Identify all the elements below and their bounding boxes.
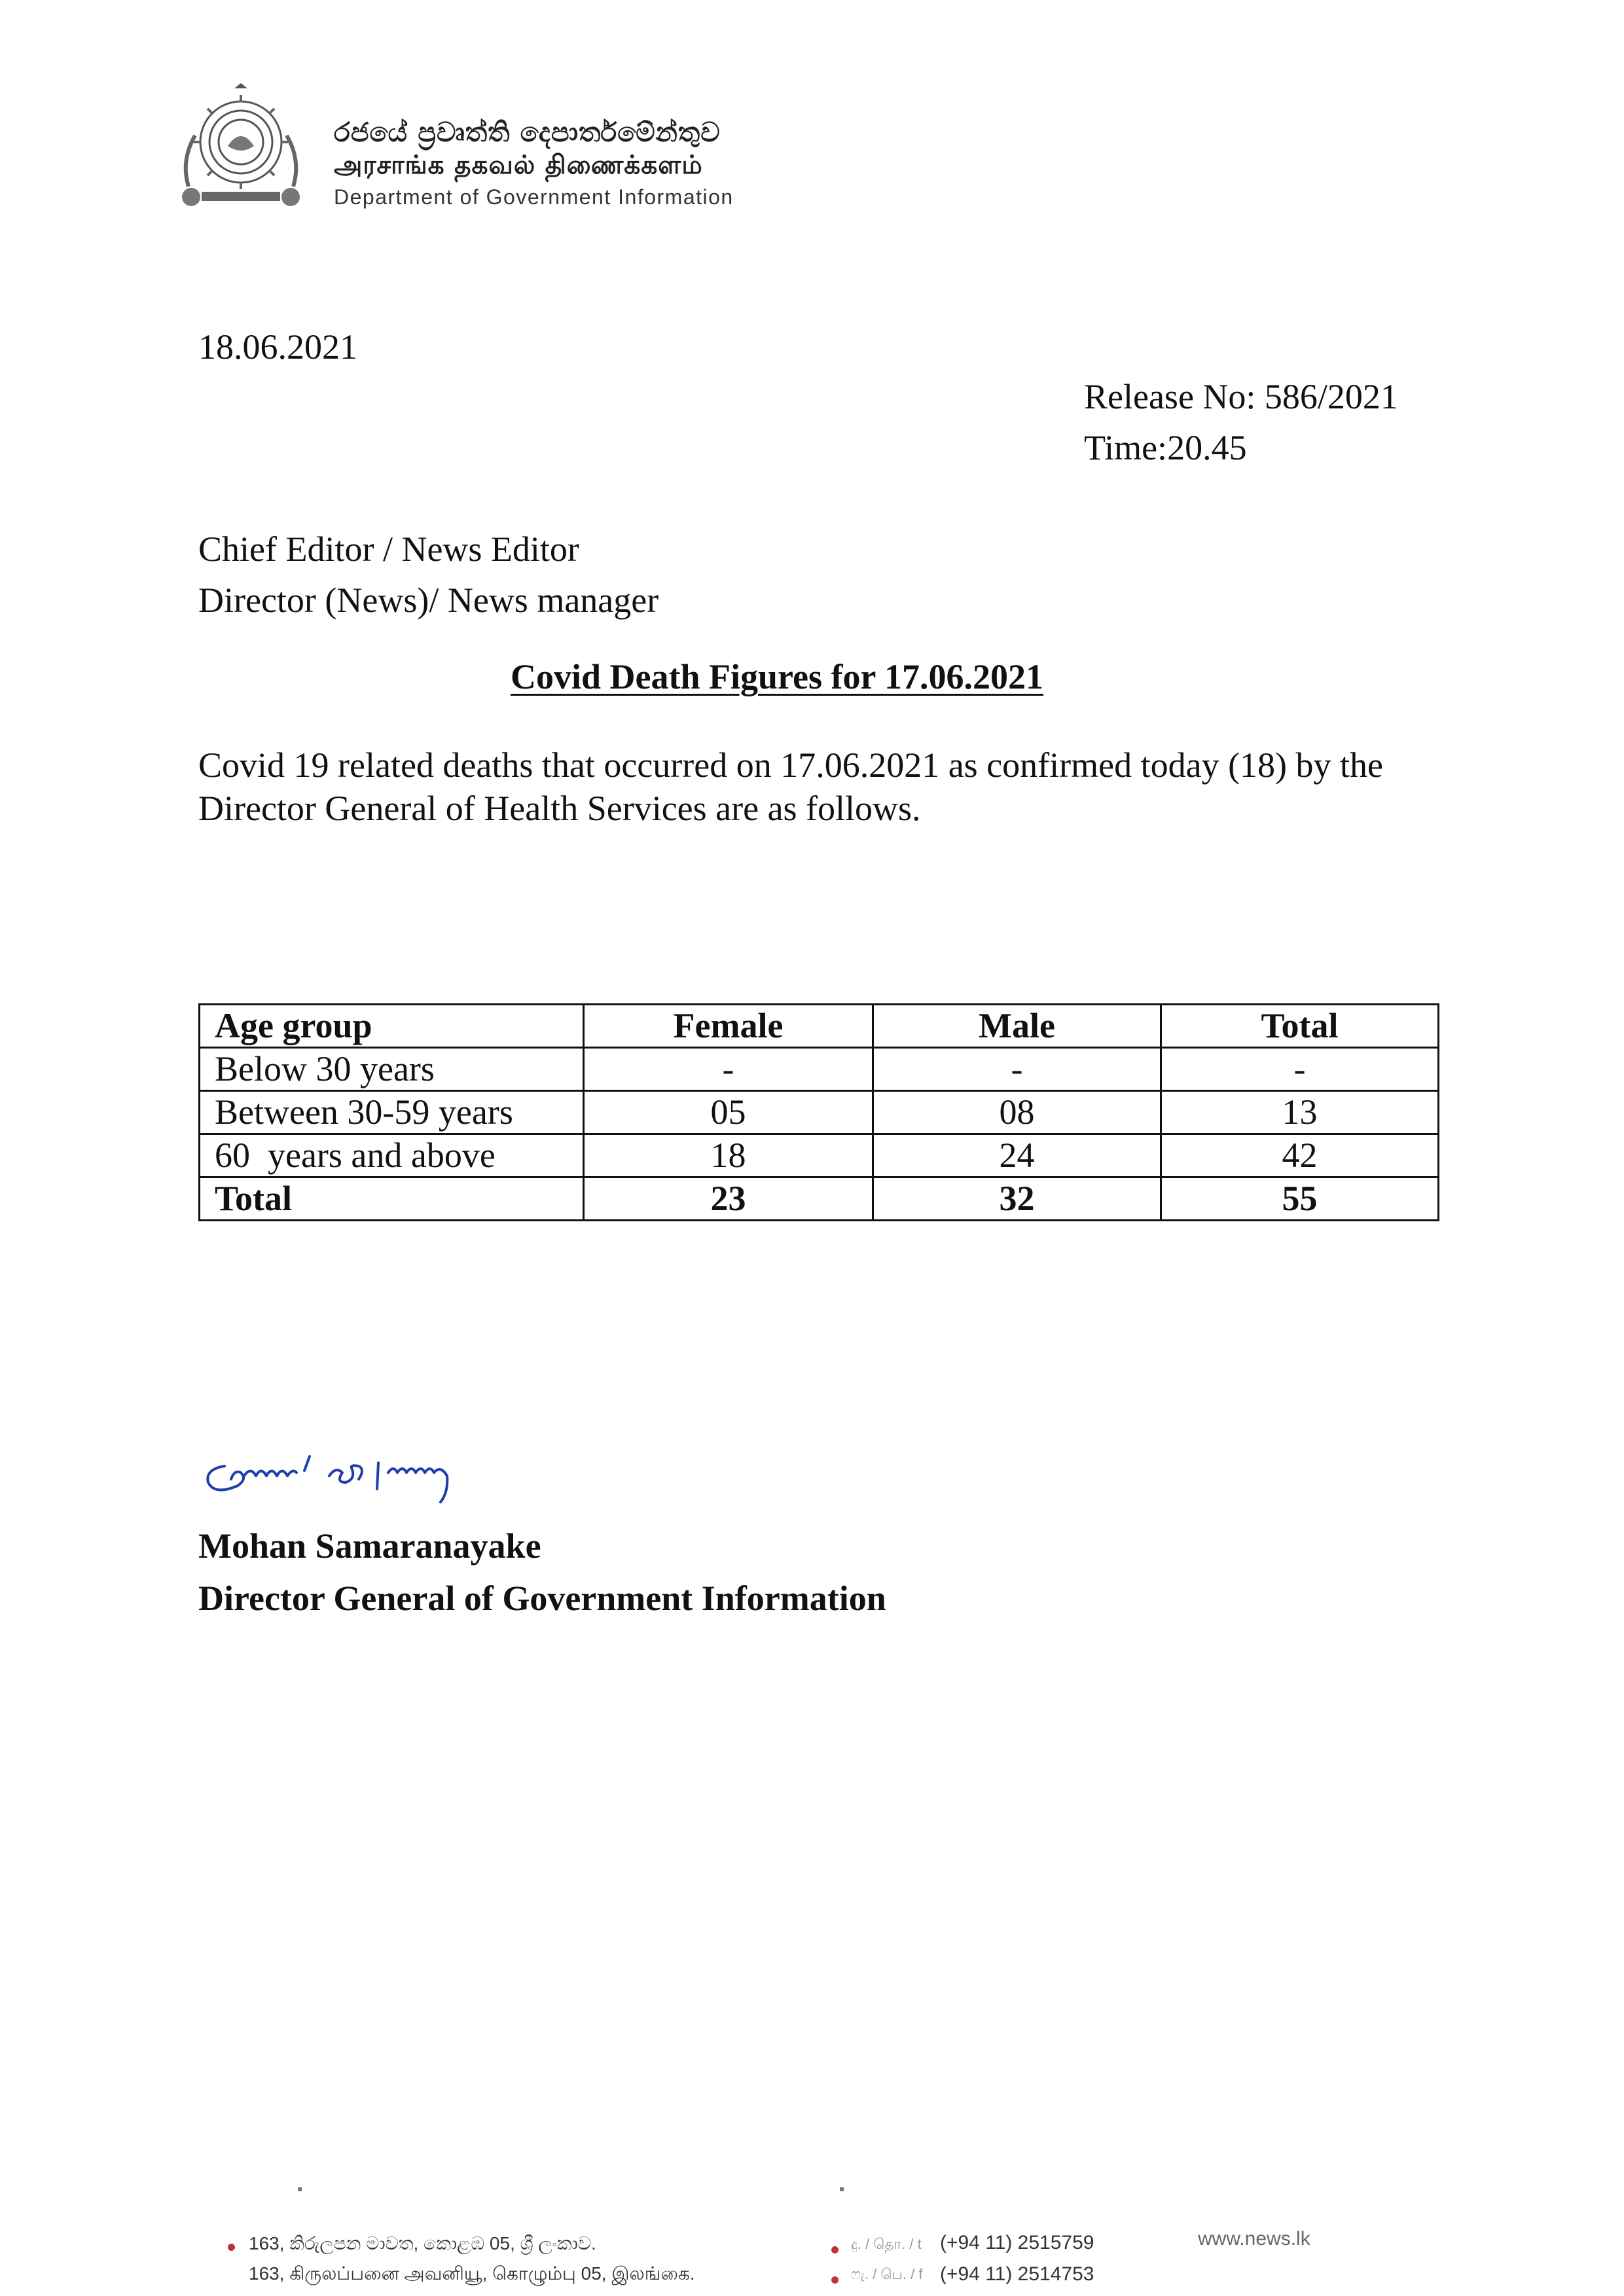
- footer-phone: (+94 11) 2515759: [940, 2232, 1094, 2253]
- female-cell: 05: [584, 1091, 873, 1134]
- total-label-cell: Total: [200, 1177, 584, 1221]
- table-row: [200, 1048, 1439, 1091]
- table-total-row: [200, 1177, 1439, 1221]
- female-cell: -: [584, 1048, 873, 1091]
- column-header-total: Total: [1161, 1005, 1439, 1048]
- footer-fax: (+94 11) 2514753: [940, 2263, 1094, 2285]
- letterhead-english: Department of Government Information: [334, 185, 734, 209]
- total-cell: 13: [1161, 1091, 1439, 1134]
- female-cell: 18: [584, 1134, 873, 1177]
- letterhead-sinhala: රජයේ ප්‍රවෘත්ති දෙපාර්තමේන්තුව: [334, 117, 721, 148]
- table-row: [200, 1091, 1439, 1134]
- footer-address-tamil: 163, கிருலப்பனை அவனியூ, கொழும்பு 05, இலங்கை.: [249, 2263, 695, 2284]
- male-cell: -: [873, 1048, 1161, 1091]
- addressee-line: Director (News)/ News manager: [198, 581, 659, 620]
- age-group-cell: Between 30-59 years: [200, 1091, 584, 1134]
- grand-total-cell: 55: [1161, 1177, 1439, 1221]
- document-date: 18.06.2021: [198, 327, 357, 367]
- phone-bullet-icon: [831, 2246, 839, 2253]
- female-total-cell: 23: [584, 1177, 873, 1221]
- total-cell: -: [1161, 1048, 1439, 1091]
- age-group-cell: 60 years and above: [200, 1134, 584, 1177]
- addressee-line: Chief Editor / News Editor: [198, 529, 579, 569]
- sri-lanka-emblem-icon: [175, 82, 306, 214]
- bullet-icon: [228, 2244, 235, 2251]
- table-header-row: [200, 1005, 1439, 1048]
- column-header-male: Male: [873, 1005, 1161, 1048]
- column-header-age-group: Age group: [200, 1005, 584, 1048]
- age-group-cell: Below 30 years: [200, 1048, 584, 1091]
- footer-address-sinhala: 163, කිරුලපන මාවත, කොළඹ 05, ශ්‍රී ලංකාව.: [249, 2233, 596, 2253]
- table-row: [200, 1134, 1439, 1177]
- divider-mark: [840, 2187, 844, 2191]
- male-cell: 24: [873, 1134, 1161, 1177]
- signatory-name: Mohan Samaranayake: [198, 1526, 541, 1566]
- footer-phone-label: දු. / தொ. / t: [851, 2236, 922, 2252]
- column-header-female: Female: [584, 1005, 873, 1048]
- footer-website: www.news.lk: [1198, 2228, 1310, 2250]
- signatory-title: Director General of Government Information: [198, 1579, 886, 1618]
- male-cell: 08: [873, 1091, 1161, 1134]
- release-time: Time:20.45: [1084, 428, 1247, 467]
- release-number: Release No: 586/2021: [1084, 377, 1398, 416]
- male-total-cell: 32: [873, 1177, 1161, 1221]
- footer-fax-label: ෆැ. / பெ. / f: [851, 2266, 923, 2282]
- fax-bullet-icon: [831, 2276, 839, 2284]
- total-cell: 42: [1161, 1134, 1439, 1177]
- document-heading: Covid Death Figures for 17.06.2021: [511, 657, 1043, 696]
- divider-mark: [298, 2187, 302, 2191]
- body-paragraph: Covid 19 related deaths that occurred on 17.06.2021 as confirmed today (18) by the Director General of Health Services are as follows.: [198, 745, 1384, 828]
- signature-image: [198, 1446, 565, 1518]
- letterhead-tamil: அரசாங்க தகவல் திணைக்களம்: [334, 151, 703, 180]
- covid-deaths-table: [198, 1003, 1439, 1221]
